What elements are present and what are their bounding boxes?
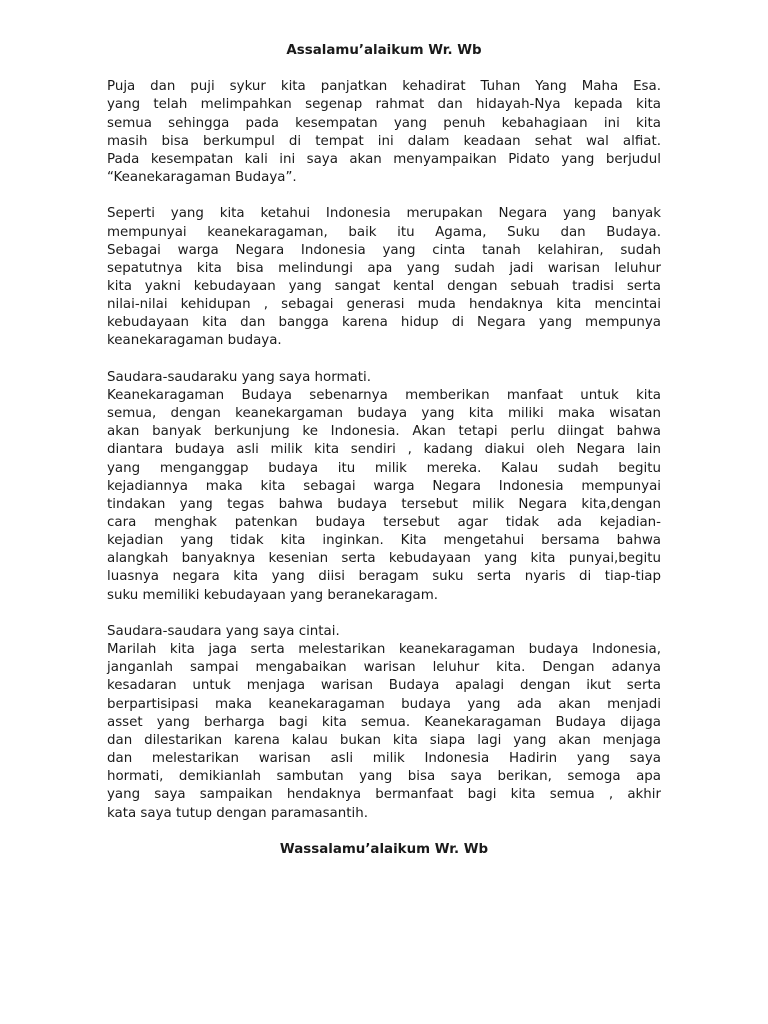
spacer <box>107 351 661 369</box>
text-line: kejadiannya maka kita sebagai warga Negara Indonesia mempunyai <box>107 478 661 494</box>
paragraph-1 <box>107 78 661 187</box>
text-line: Saudara-saudaraku yang saya hormati. <box>107 369 371 385</box>
spacer <box>107 823 661 841</box>
text-line: asset yang berharga bagi kita semua. Keanekaragaman Budaya dijaga <box>107 714 661 730</box>
text-line: tindakan yang tegas bahwa budaya tersebut milik Negara kita,dengan <box>107 496 661 512</box>
text-line: alangkah banyaknya kesenian serta kebudayaan yang kita punyai,begitu <box>107 551 661 567</box>
text-line: kesadaran untuk menjaga warisan Budaya apalagi dengan ikut serta <box>107 678 661 694</box>
text-line: kata saya tutup dengan paramasantih. <box>107 805 368 821</box>
text-line: mempunyai keanekaragaman, baik itu Agama, Suku dan Budaya. <box>107 224 661 240</box>
text-line: luasnya negara kita yang diisi beragam suku serta nyaris di tiap-tiap <box>107 569 661 585</box>
text-line: “Keanekaragaman Budaya”. <box>107 170 297 186</box>
text-line: semua, dengan keanekargaman budaya yang kita miliki maka wisatan <box>107 406 661 422</box>
spacer <box>107 605 661 623</box>
text-line: kita yakni kebudayaan yang sangat kental dengan sebuah tradisi serta <box>107 279 661 294</box>
paragraph-4 <box>107 623 661 823</box>
closing-greeting: Wassalamu’alaikum Wr. Wb <box>279 841 489 857</box>
text-line: berpartisipasi maka keanekaragaman budaya yang ada akan menjadi <box>107 696 661 712</box>
text-line: hormati, demikianlah sambutan yang bisa saya berikan, semoga apa <box>107 769 661 785</box>
text-line: semua sehingga pada kesempatan yang penuh kebahagiaan ini kita <box>107 115 661 131</box>
text-line: yang telah melimpahkan segenap rahmat dan hidayah-Nya kepada kita <box>107 97 661 113</box>
text-line: nilai-nilai kehidupan , sebagai generasi muda hendaknya kita mencintai <box>107 297 661 313</box>
text-line: Saudara-saudara yang saya cintai. <box>107 623 340 639</box>
text-line: suku memiliki kebudayaan yang beranekaragam. <box>107 587 439 603</box>
text-line: yang menganggap budaya itu milik mereka. Kalau sudah begitu <box>107 460 661 476</box>
text-line: Puja dan puji sykur kita panjatkan kehadirat Tuhan Yang Maha Esa. <box>107 79 661 95</box>
text-line: yang saya sampaikan hendaknya bermanfaat bagi kita semua , akhir <box>107 787 661 803</box>
paragraph-3 <box>107 369 661 605</box>
text-line: akan banyak berkunjung ke Indonesia. Akan tetapi perlu diingat bahwa <box>107 424 661 440</box>
opening-greeting: Assalamu’alaikum Wr. Wb <box>286 43 482 58</box>
text-line: dan dilestarikan karena kalau bukan kita siapa lagi yang akan menjaga <box>107 732 661 748</box>
text-line: keanekaragaman budaya. <box>107 333 282 349</box>
speech-text <box>107 42 661 859</box>
text-line: cara menghak patenkan budaya tersebut agar tidak ada kejadian- <box>107 515 661 531</box>
text-line: janganlah sampai mengabaikan warisan leluhur kita. Dengan adanya <box>107 660 661 676</box>
spacer <box>107 60 661 78</box>
text-line: masih bisa berkumpul di tempat ini dalam keadaan sehat wal alfiat. <box>107 133 661 149</box>
text-line: kejadian yang tidak kita inginkan. Kita mengetahui bersama bahwa <box>107 533 661 549</box>
text-line: Sebagai warga Negara Indonesia yang cinta tanah kelahiran, sudah <box>107 242 661 258</box>
text-line: sepatutnya kita bisa melindungi apa yang sudah jadi warisan leluhur <box>107 260 661 276</box>
text-line: diantara budaya asli milik kita sendiri , kadang diakui oleh Negara lain <box>107 442 661 458</box>
text-line: dan melestarikan warisan asli milik Indonesia Hadirin yang saya <box>107 751 661 767</box>
text-line: Marilah kita jaga serta melestarikan keanekaragaman budaya Indonesia, <box>107 642 661 658</box>
spacer <box>107 187 661 205</box>
paragraph-2 <box>107 205 661 350</box>
text-line: Pada kesempatan kali ini saya akan menyampaikan Pidato yang berjudul <box>107 151 661 167</box>
text-line: Seperti yang kita ketahui Indonesia merupakan Negara yang banyak <box>107 206 661 222</box>
text-line: Keanekaragaman Budaya sebenarnya memberikan manfaat untuk kita <box>107 387 661 403</box>
text-line: kebudayaan kita dan bangga karena hidup di Negara yang mempunya <box>107 315 661 331</box>
